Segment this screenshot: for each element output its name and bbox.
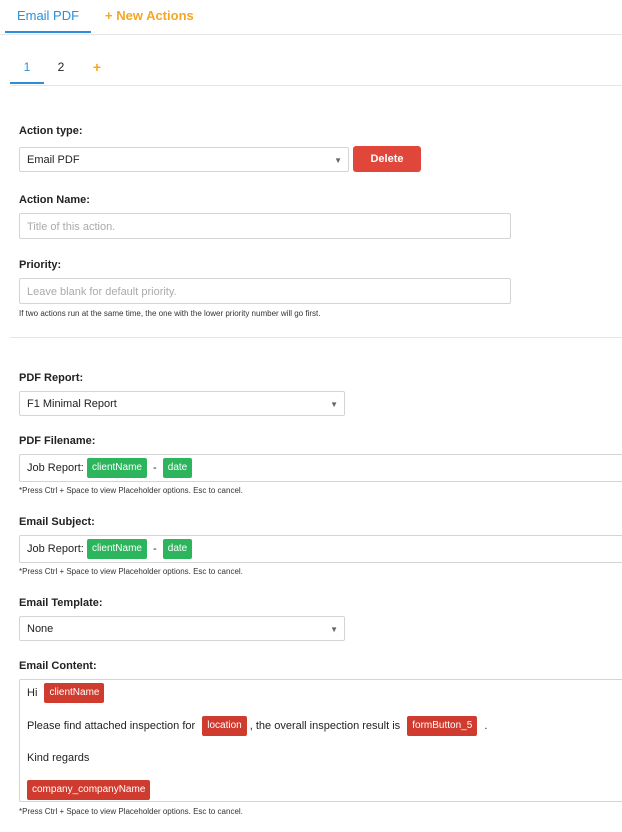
pdf-report-value: F1 Minimal Report: [27, 398, 117, 410]
placeholder-chip[interactable]: clientName: [87, 458, 147, 478]
separator: -: [153, 462, 157, 474]
email-subject-field[interactable]: [19, 535, 622, 563]
chevron-down-icon: ▼: [334, 156, 342, 165]
action-type-value: Email PDF: [27, 154, 80, 166]
step-tab-1[interactable]: 1: [10, 52, 44, 84]
email-content-help-text: *Press Ctrl + Space to view Placeholder options. Esc to cancel.: [19, 807, 243, 816]
body-text: .: [484, 720, 488, 732]
email-template-label: Email Template:: [19, 597, 103, 609]
placeholder-chip[interactable]: clientName: [87, 539, 147, 559]
pdf-filename-prefix: Job Report:: [27, 462, 84, 474]
chevron-down-icon: ▼: [330, 625, 338, 634]
action-name-input[interactable]: Title of this action.: [19, 213, 511, 239]
step-tabs: [10, 52, 622, 86]
section-divider: [10, 337, 622, 338]
email-content-label: Email Content:: [19, 660, 97, 672]
tab-email-pdf[interactable]: Email PDF: [5, 0, 91, 33]
body-text: , the overall inspection result is: [249, 720, 401, 732]
action-name-label: Action Name:: [19, 194, 90, 206]
email-content-editor[interactable]: [19, 679, 622, 802]
closing-text: Kind regards: [27, 752, 90, 764]
action-tabs: [0, 0, 622, 35]
pdf-filename-help-text: *Press Ctrl + Space to view Placeholder options. Esc to cancel.: [19, 486, 243, 495]
pdf-filename-field[interactable]: [19, 454, 622, 482]
placeholder-chip[interactable]: formButton_5: [407, 716, 477, 736]
pdf-report-label: PDF Report:: [19, 372, 84, 384]
placeholder-chip[interactable]: location: [202, 716, 246, 736]
add-step-button[interactable]: +: [92, 59, 102, 75]
email-template-value: None: [27, 623, 54, 635]
priority-label: Priority:: [19, 259, 62, 271]
placeholder-chip[interactable]: clientName: [44, 683, 104, 703]
email-template-select[interactable]: [19, 616, 345, 641]
greeting-text: Hi: [27, 687, 38, 699]
action-type-label: Action type:: [19, 125, 83, 137]
pdf-report-select[interactable]: [19, 391, 345, 416]
placeholder-chip[interactable]: date: [163, 458, 192, 478]
placeholder-chip[interactable]: date: [163, 539, 192, 559]
chevron-down-icon: ▼: [330, 400, 338, 409]
email-subject-help-text: *Press Ctrl + Space to view Placeholder options. Esc to cancel.: [19, 567, 243, 576]
separator: -: [153, 543, 157, 555]
email-subject-prefix: Job Report:: [27, 543, 84, 555]
email-subject-label: Email Subject:: [19, 516, 95, 528]
delete-button[interactable]: Delete: [353, 146, 421, 172]
placeholder-chip[interactable]: company_companyName: [27, 780, 150, 800]
step-tab-2[interactable]: 2: [57, 60, 65, 74]
new-actions-tab[interactable]: + New Actions: [105, 8, 194, 23]
pdf-filename-label: PDF Filename:: [19, 435, 96, 447]
body-text: Please find attached inspection for: [27, 720, 196, 732]
priority-input[interactable]: Leave blank for default priority.: [19, 278, 511, 304]
priority-help-text: If two actions run at the same time, the one with the lower priority number will go first.: [19, 309, 321, 318]
action-type-select[interactable]: [19, 147, 349, 172]
